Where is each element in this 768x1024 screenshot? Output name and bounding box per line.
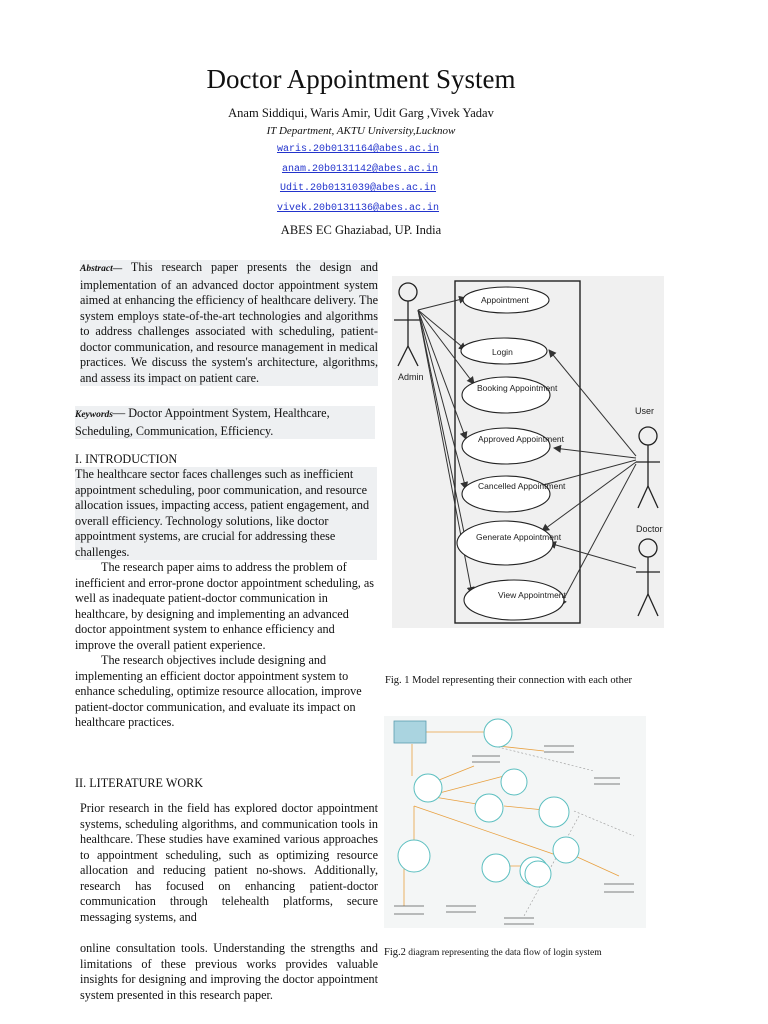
use-case-diagram bbox=[392, 276, 664, 628]
use-case-generate-label: Generate Appointment bbox=[476, 532, 562, 542]
keywords-paragraph bbox=[75, 406, 375, 439]
use-case-view bbox=[464, 580, 564, 620]
use-case-approved-label: Approved Appointment bbox=[478, 434, 565, 444]
figure-2-caption-lead: Fig.2 bbox=[384, 947, 406, 958]
email-link-udit[interactable]: Udit.20b0131039@abes.ac.in bbox=[279, 183, 437, 194]
data-flow-diagram bbox=[384, 716, 646, 928]
use-case-login-label: Login bbox=[492, 347, 513, 357]
use-case-generate bbox=[457, 521, 553, 565]
email-link-anam[interactable]: anam.20b0131142@abes.ac.in bbox=[281, 164, 439, 175]
introduction-paragraph-2: The research paper aims to address the problem of inefficient and error-prone doctor appointment scheduling, as well as inadequate patient-doctor communication in healthcare, by designing and implementing an advanced doctor appointment system to enhance efficiency and improve the overall patient experience. bbox=[75, 560, 375, 652]
introduction-paragraph-1: The healthcare sector faces challenges such as inefficient appointment scheduling, poor communication, and resource allocation issues, impacting access, patient engagement, and overall efficiency. Technology solutions, like doctor appointment systems, are crucial for addressing these challenges. bbox=[75, 467, 377, 560]
literature-heading: II. LITERATURE WORK bbox=[75, 776, 204, 790]
figure-2-caption-text: diagram representing the data flow of login system bbox=[405, 948, 602, 958]
author-list: Anam Siddiqui, Waris Amir, Udit Garg ,Vivek Yadav bbox=[228, 106, 494, 120]
email-link-waris[interactable]: waris.20b0131164@abes.ac.in bbox=[276, 144, 440, 155]
abstract-lead: Abstract— bbox=[80, 264, 123, 274]
keywords-text: — Doctor Appointment System, Healthcare, Scheduling, Communication, Efficiency. bbox=[75, 406, 330, 438]
email-link-vivek[interactable]: vivek.20b0131136@abes.ac.in bbox=[276, 203, 440, 214]
introduction-body bbox=[75, 467, 377, 731]
literature-paragraph-1: Prior research in the field has explored doctor appointment systems, scheduling algorithms, and communication tools in healthcare. These studies have examined various approaches to appointment scheduling, such as optimizing resource allocation and reducing patient no-shows. Additionally, research has focused on enhancing patient-doctor communication through telehealth platforms, secure messaging systems, and bbox=[80, 801, 378, 924]
figure-2-caption bbox=[384, 947, 602, 958]
figure-1-caption: Fig. 1 Model representing their connection with each other bbox=[385, 675, 632, 686]
dfd-entity-box bbox=[394, 721, 426, 743]
college-line: ABES EC Ghaziabad, UP. India bbox=[280, 223, 442, 237]
admin-label: Admin bbox=[398, 372, 424, 382]
affiliation: IT Department, AKTU University,Lucknow bbox=[266, 125, 456, 137]
literature-paragraph-2: online consultation tools. Understanding the strengths and limitations of these previous works provides valuable insights for designing and improving the doctor appointment system presented in this research paper. bbox=[80, 941, 378, 1002]
abstract-paragraph bbox=[80, 260, 378, 386]
introduction-paragraph-3: The research objectives include designing and implementing an efficient doctor appointment system to enhance scheduling, optimize resource allocation, improve patient-doctor communication, and evaluate its impact on healthcare practices. bbox=[75, 653, 362, 729]
use-case-booking-label: Booking Appointment bbox=[477, 383, 558, 393]
paper-title: Doctor Appointment System bbox=[206, 64, 516, 94]
abstract-text: This research paper presents the design and implementation of an advanced doctor appointment system aimed at enhancing the efficiency of healthcare delivery. The system employs state-of-the-art technologies and algorithms to address challenges associated with scheduling, patient-doctor communication, and resource management in medical practices. We discuss the system's architecture, algorithms, and assess its impact on patient care. bbox=[80, 260, 378, 385]
use-case-cancelled-label: Cancelled Appointment bbox=[478, 481, 566, 491]
doctor-label: Doctor bbox=[636, 524, 663, 534]
user-label: User bbox=[635, 406, 655, 416]
introduction-heading: I. INTRODUCTION bbox=[75, 452, 178, 466]
use-case-view-label: View Appointment bbox=[498, 590, 566, 600]
keywords-lead: Keywords bbox=[75, 410, 113, 420]
use-case-appointment-label: Appointment bbox=[481, 295, 529, 305]
